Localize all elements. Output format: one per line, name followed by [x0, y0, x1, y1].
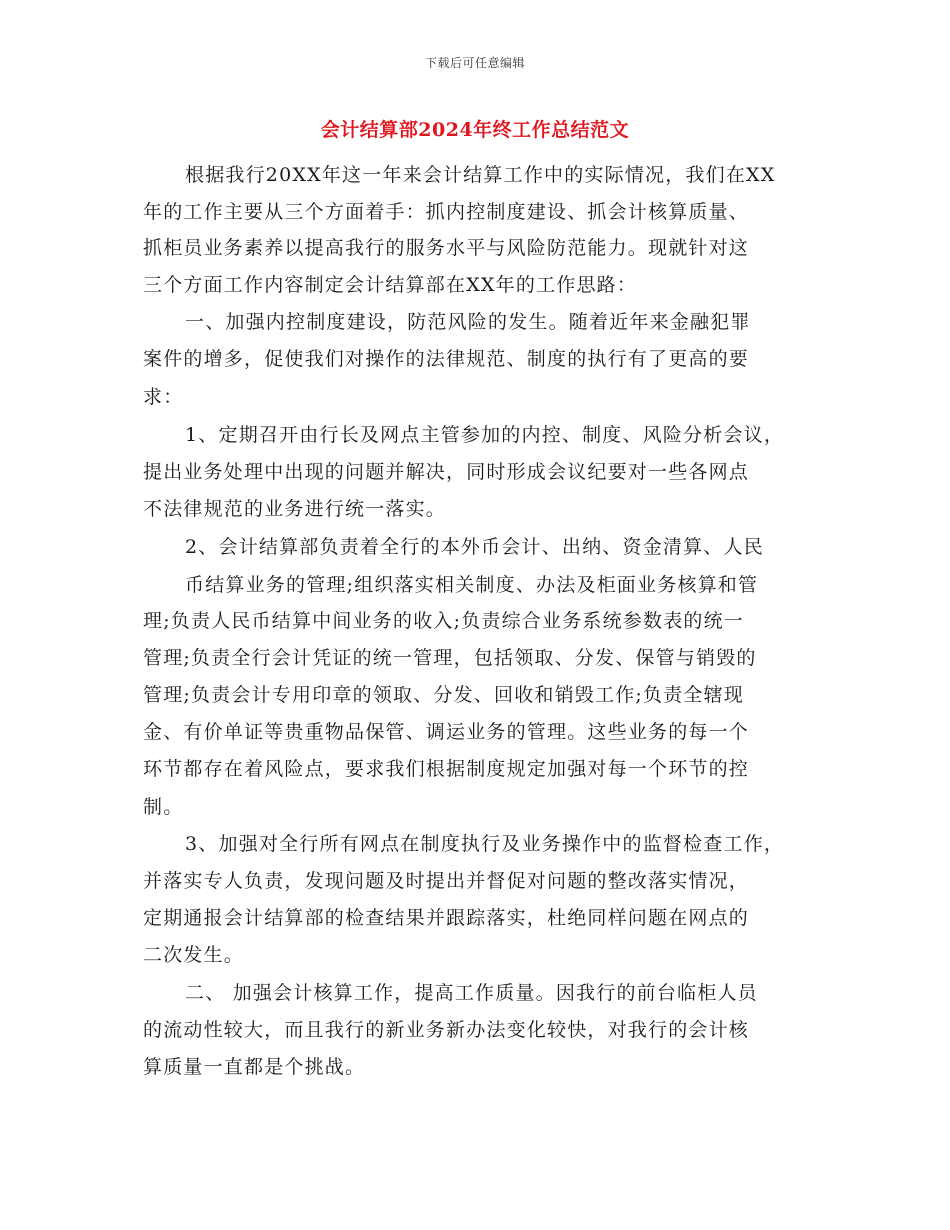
body-line: 一、加强内控制度建设，防范风险的发生。随着近年来金融犯罪: [185, 311, 751, 333]
body-line: 的流动性较大，而且我行的新业务新办法变化较快，对我行的会计核: [143, 1019, 750, 1041]
body-line: 3、加强对全行所有网点在制度执行及业务操作中的监督检查工作，: [185, 833, 785, 855]
body-line: 算质量一直都是个挑战。: [143, 1056, 366, 1078]
body-line: 1、定期召开由行长及网点主管参加的内控、制度、风险分析会议，: [185, 424, 785, 446]
page-header-note: 下载后可任意编辑: [424, 56, 525, 70]
body-line: 金、有价单证等贵重物品保管、调运业务的管理。这些业务的每一个: [143, 721, 750, 743]
body-line: 求：: [143, 386, 184, 408]
body-line: 案件的增多，促使我们对操作的法律规范、制度的执行有了更高的要: [143, 348, 750, 370]
body-line: 理;负责人民币结算中间业务的收入;负责综合业务系统参数表的统一: [143, 610, 745, 632]
body-line: 根据我行20XX年这一年来会计结算工作中的实际情况，我们在XX: [185, 164, 776, 186]
body-line: 二、 加强会计核算工作，提高工作质量。因我行的前台临柜人员: [185, 982, 758, 1004]
body-line: 二次发生。: [143, 944, 245, 966]
body-line: 抓柜员业务素养以提高我行的服务水平与风险防范能力。现就针对这: [143, 237, 750, 259]
body-line: 制。: [143, 796, 184, 818]
body-line: 定期通报会计结算部的检查结果并跟踪落实，杜绝同样问题在网点的: [143, 907, 750, 929]
document-title: 会计结算部2024年终工作总结范文: [320, 119, 630, 141]
body-line: 并落实专人负责，发现问题及时提出并督促对问题的整改落实情况，: [143, 870, 750, 892]
body-line: 管理;负责会计专用印章的领取、分发、回收和销毁工作;负责全辖现: [143, 684, 745, 706]
body-line: 管理;负责全行会计凭证的统一管理，包括领取、分发、保管与销毁的: [143, 647, 757, 669]
body-line: 币结算业务的管理;组织落实相关制度、办法及柜面业务核算和管: [185, 574, 759, 596]
body-line: 2、会计结算部负责着全行的本外币会计、出纳、资金清算、人民: [185, 536, 764, 558]
body-line: 不法律规范的业务进行统一落实。: [143, 498, 447, 520]
body-line: 三个方面工作内容制定会计结算部在XX年的工作思路：: [143, 274, 638, 296]
body-line: 环节都存在着风险点，要求我们根据制度规定加强对每一个环节的控: [143, 758, 750, 780]
body-line: 年的工作主要从三个方面着手：抓内控制度建设、抓会计核算质量、: [143, 201, 750, 223]
body-line: 提出业务处理中出现的问题并解决，同时形成会议纪要对一些各网点: [143, 461, 750, 483]
